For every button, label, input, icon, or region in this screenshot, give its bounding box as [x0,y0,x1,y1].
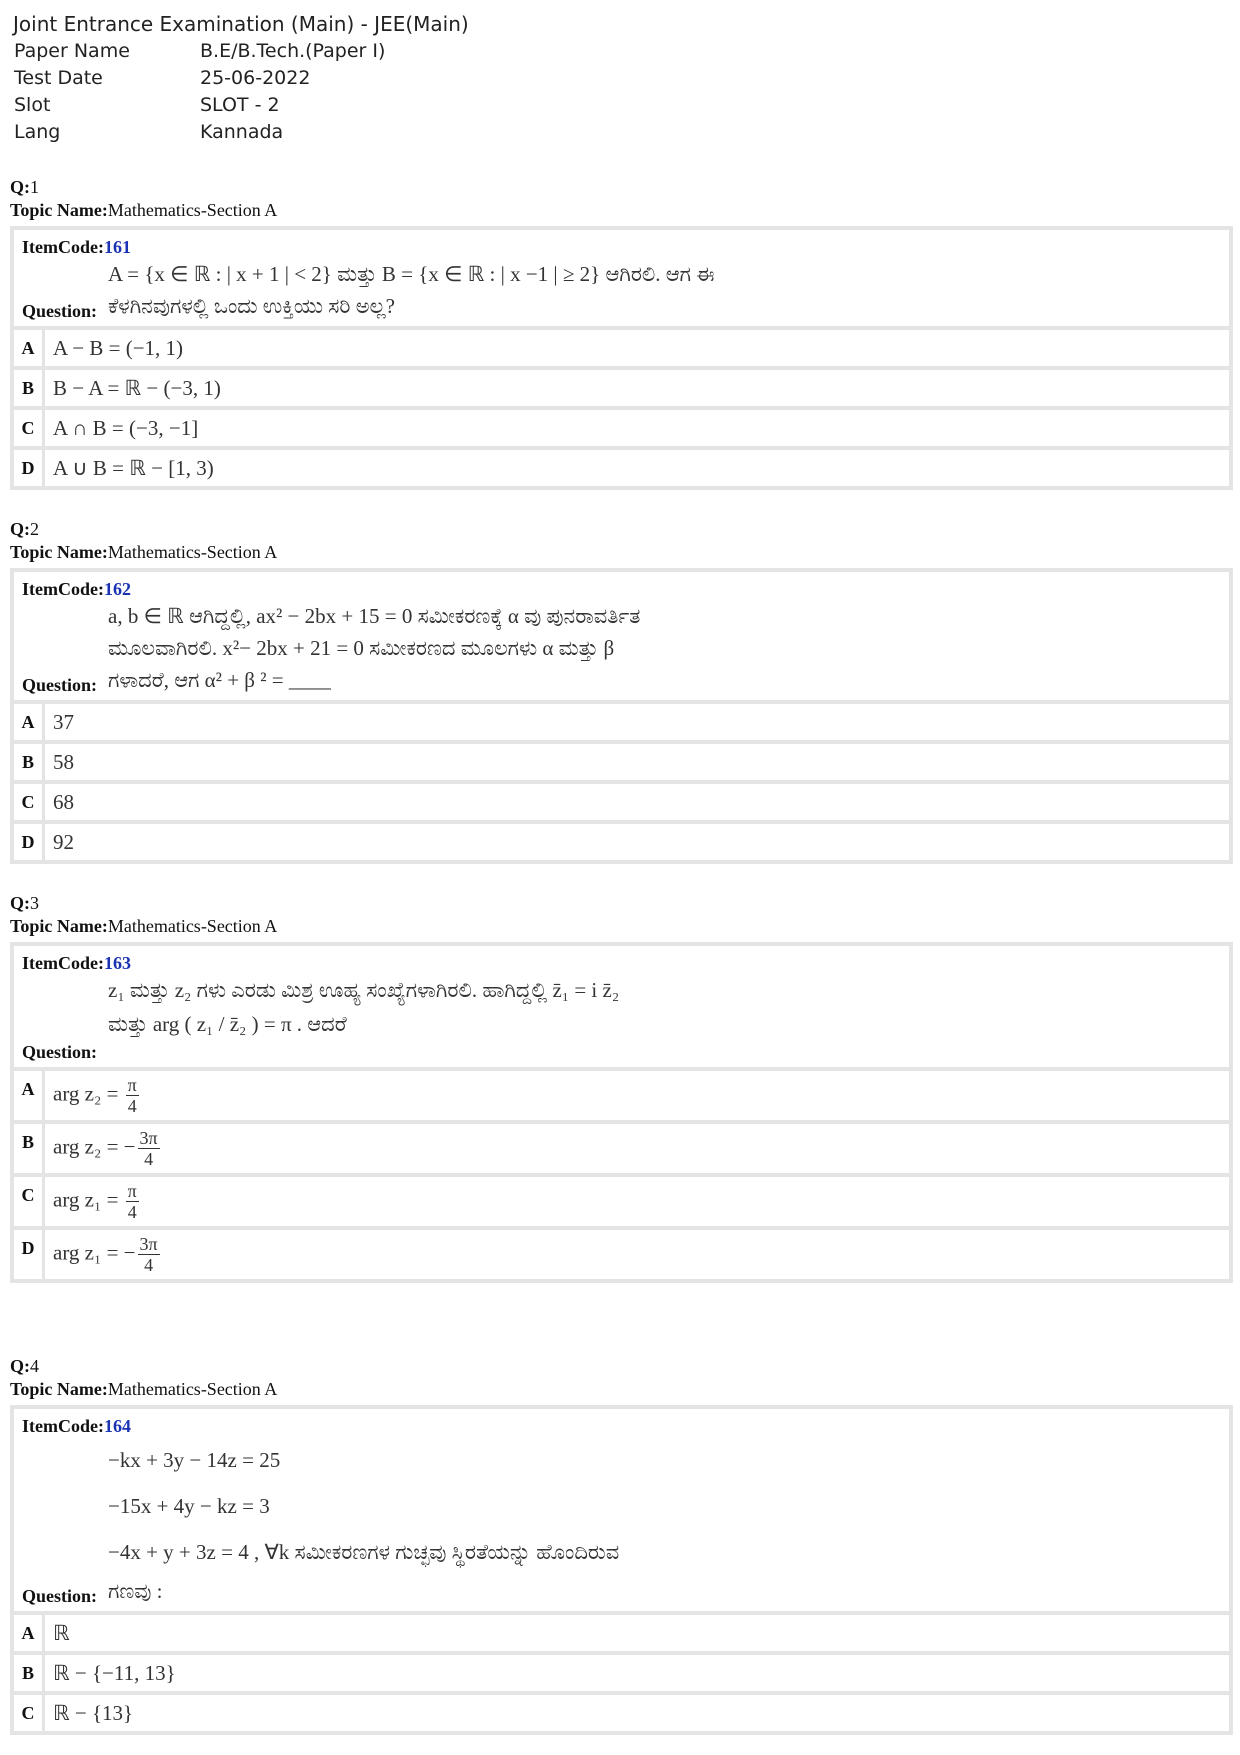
option-text: arg z₁ = − $\frac{3\pi}{4}$ [53,1234,158,1275]
question-card [10,568,1233,864]
option-letter: A [14,1615,45,1651]
option-row[interactable] [14,1230,1229,1279]
option-text: arg z₁ = $\frac{\pi}{4}$ [53,1181,137,1222]
option-row[interactable] [14,1695,1229,1731]
meta-key: Lang [14,121,61,143]
itemcode: ItemCode:162 [22,579,131,599]
option-letter: A [14,1071,45,1120]
option-text: ℝ − {13} [53,1701,134,1725]
question-line: ಮೂಲವಾಗಿರಲಿ. x²− 2bx + 21 = 0 ಸಮೀಕರಣದ ಮೂಲಗಳು α ಮತ್ತು β [108,636,615,660]
question-line: A = {x ∈ ℝ : | x + 1 | < 2} ಮತ್ತು B = {x ∈ ℝ : | x −1 | ≥ 2} ಆಗಿರಲಿ. ಆಗ ಈ [108,262,715,286]
option-text: arg z₂ = $\frac{\pi}{4}$ [53,1075,137,1116]
meta-key: Test Date [14,67,103,89]
option-row[interactable] [14,744,1229,784]
meta-row-lang [13,119,469,146]
itemcode: ItemCode:164 [22,1416,131,1436]
question-line: a, b ∈ ℝ ಆಗಿದ್ದಲ್ಲಿ, ax² − 2bx + 15 = 0 ಸಮೀಕರಣಕ್ಕೆ α ವು ಪುನರಾವರ್ತಿತ [108,604,641,628]
option-letter: D [14,450,45,486]
question-card [10,942,1233,1283]
option-letter: C [14,784,45,820]
option-row[interactable] [14,330,1229,370]
meta-value: Kannada [200,121,284,143]
topic-name: Topic Name:Mathematics-Section A [10,200,278,220]
question-card [10,1405,1233,1735]
item-row [14,1409,1229,1615]
option-text: ℝ [53,1621,70,1645]
question-label: Question: [22,1042,98,1062]
question-line: −kx + 3y − 14z = 25 [108,1448,281,1472]
question-number: Q:3 [10,893,39,913]
option-text: 92 [53,830,74,854]
question-3 [10,892,1233,1283]
exam-header [13,10,469,146]
meta-value: 25-06-2022 [200,67,311,89]
option-row[interactable] [14,704,1229,744]
option-row[interactable] [14,784,1229,824]
option-letter: B [14,1124,45,1173]
option-row[interactable] [14,370,1229,410]
option-row[interactable] [14,1615,1229,1655]
meta-row-slot [13,92,469,119]
option-letter: D [14,1230,45,1279]
question-line: ಮತ್ತು arg ( z₁ / z̄₂ ) = π . ಆದರೆ [108,1012,347,1036]
meta-value: B.E/B.Tech.(Paper I) [200,40,386,62]
question-1 [10,176,1233,490]
option-letter: C [14,1695,45,1731]
option-letter: A [14,704,45,740]
question-last-line [22,1575,1221,1607]
option-text: A ∪ B = ℝ − [1, 3) [53,456,214,480]
option-text: 58 [53,750,74,774]
meta-key: Slot [14,94,51,116]
fraction: $\frac{3\pi}{4}$ [139,1234,158,1275]
itemcode: ItemCode:163 [22,953,131,973]
option-text: 37 [53,710,74,734]
meta-value: SLOT - 2 [200,94,280,116]
exam-title: Joint Entrance Examination (Main) - JEE(Main) [13,12,469,36]
question-2 [10,518,1233,864]
question-label: Question: [22,675,98,695]
option-letter: B [14,744,45,780]
meta-key: Paper Name [14,40,130,62]
option-row[interactable] [14,410,1229,450]
item-row [14,946,1229,1071]
question-line: ಗಣವು : [108,1579,163,1603]
option-row[interactable] [14,1177,1229,1230]
topic-name: Topic Name:Mathematics-Section A [10,542,278,562]
option-text: 68 [53,790,74,814]
meta-row-paper-name [13,38,469,65]
option-letter: D [14,824,45,860]
option-row[interactable] [14,1655,1229,1695]
fraction: $\frac{\pi}{4}$ [127,1181,137,1222]
option-letter: C [14,1177,45,1226]
option-row[interactable] [14,824,1229,860]
topic-name: Topic Name:Mathematics-Section A [10,1379,278,1399]
fraction: $\frac{\pi}{4}$ [127,1075,137,1116]
topic-name: Topic Name:Mathematics-Section A [10,916,278,936]
itemcode: ItemCode:161 [22,237,131,257]
option-letter: B [14,1655,45,1691]
question-line: −15x + 4y − kz = 3 [108,1494,270,1518]
question-label: Question: [22,1586,98,1606]
question-line: ಕೆಳಗಿನವುಗಳಲ್ಲಿ ಒಂದು ಉಕ್ತಿಯು ಸರಿ ಅಲ್ಲ? [108,294,396,318]
option-letter: C [14,410,45,446]
option-text: ℝ − {−11, 13} [53,1661,176,1685]
option-text: A ∩ B = (−3, −1] [53,416,199,440]
question-last-line [22,664,1221,696]
option-letter: A [14,330,45,366]
option-text: B − A = ℝ − (−3, 1) [53,376,221,400]
option-letter: B [14,370,45,406]
question-line: z₁ ಮತ್ತು z₂ ಗಳು ಎರಡು ಮಿಶ್ರ ಊಹ್ಯ ಸಂಖ್ಯೆಗಳಾಗಿರಲಿ. ಹಾಗಿದ್ದಲ್ಲಿ z̄₁ = i z̄₂ [108,978,620,1002]
option-row[interactable] [14,450,1229,486]
fraction: $\frac{3\pi}{4}$ [139,1128,158,1169]
item-row [14,230,1229,330]
option-text: arg z₂ = − $\frac{3\pi}{4}$ [53,1128,158,1169]
question-line: −4x + y + 3z = 4 , ∀k ಸಮೀಕರಣಗಳ ಗುಚ್ಛವು ಸ್ಥಿರತೆಯನ್ನು ಹೊಂದಿರುವ [108,1540,620,1564]
question-line: ಗಳಾದರೆ, ಆಗ α² + β ² = ____ [108,668,331,692]
question-4 [10,1355,1233,1735]
question-last-line [22,290,1221,322]
item-row [14,572,1229,704]
option-text: A − B = (−1, 1) [53,336,184,360]
question-card [10,226,1233,490]
option-row[interactable] [14,1124,1229,1177]
meta-row-test-date [13,65,469,92]
question-number: Q:1 [10,177,39,197]
option-row[interactable] [14,1071,1229,1124]
question-number: Q:4 [10,1356,39,1376]
question-number: Q:2 [10,519,39,539]
question-label: Question: [22,301,98,321]
